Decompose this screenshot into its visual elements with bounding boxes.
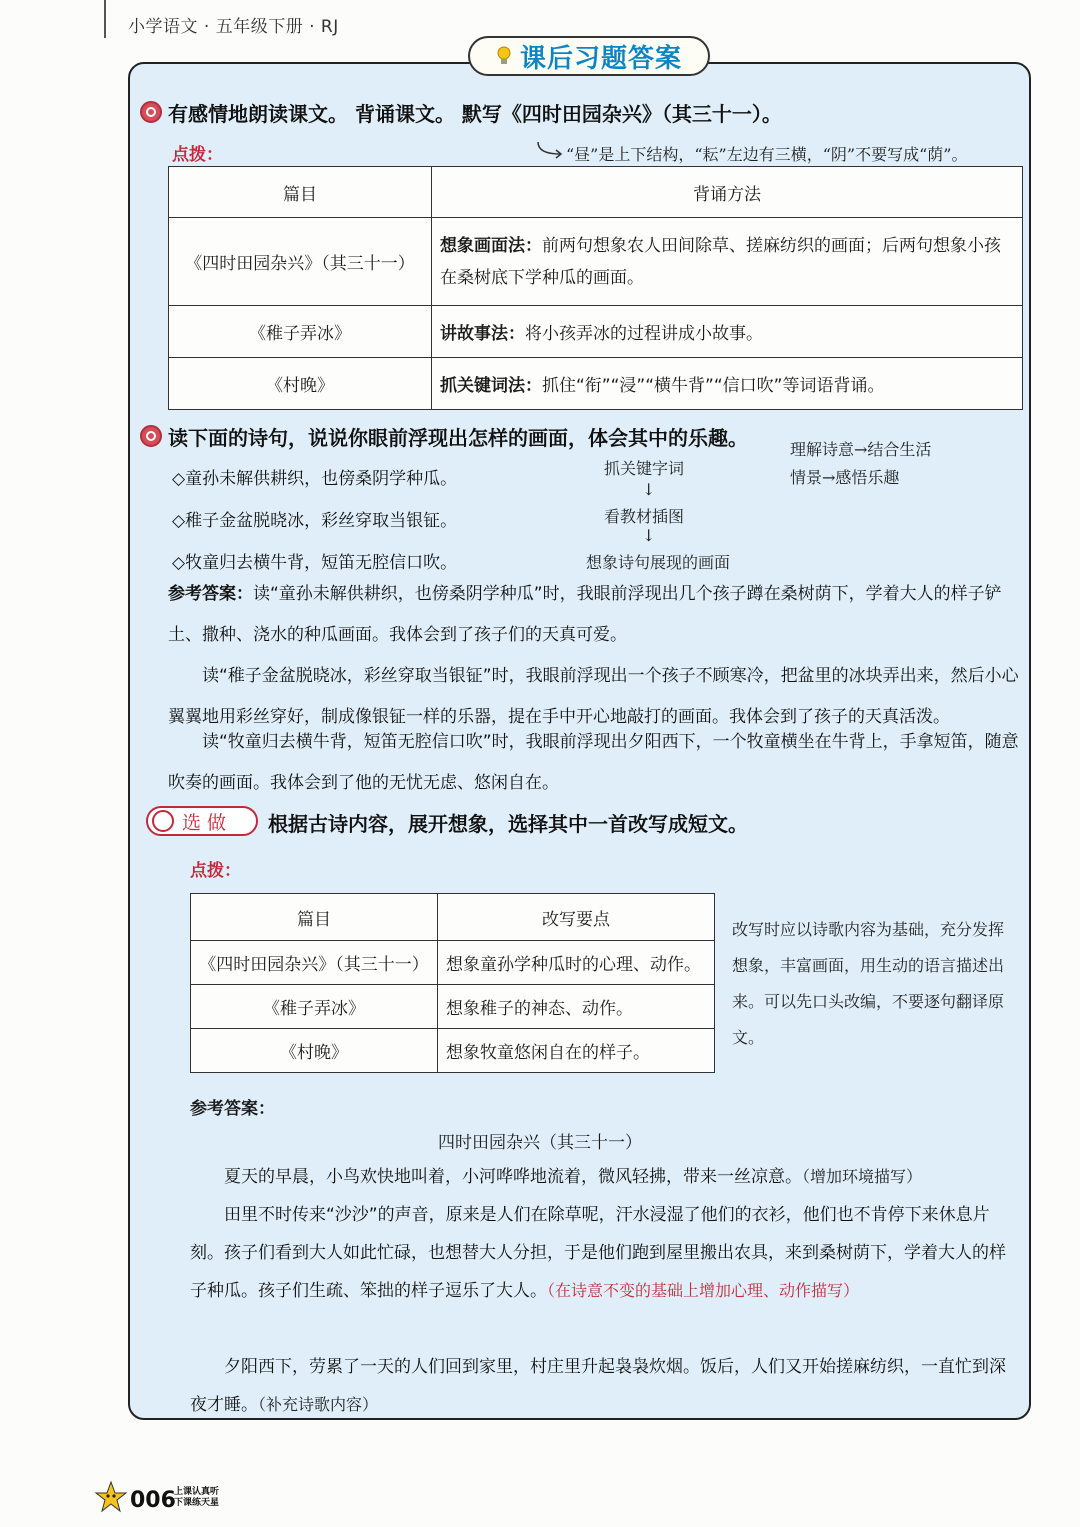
table-cell-point: 想象童孙学种瓜时的心理、动作。 xyxy=(438,941,715,985)
table-cell-title: 《村晚》 xyxy=(191,1029,438,1073)
flow-step: 抓关键字词 xyxy=(604,459,685,478)
essay-paragraph: 田里不时传来“沙沙”的声音，原来是人们在除草呢，汗水浸湿了他们的衣衫，他们也不肯停下来休息片刻。孩子们看到大人如此忙碌，也想替大人分担，于是他们跑到屋里搬出农具，来到桑树荫下，学着大人的样子种瓜。孩子们生疏、笨拙的样子逗乐了大人。（在诗意不变的基础上增加心理、动作描写） xyxy=(190,1205,1006,1301)
table-header: 篇目 xyxy=(191,894,438,941)
pencil-icon xyxy=(152,810,174,832)
q2-answer-2: 读“稚子金盆脱晓冰，彩丝穿取当银钲”时，我眼前浮现出一个孩子不顾寒冷，把盆里的冰块弄出来，然后小心翼翼地用彩丝穿好，制成像银钲一样的乐器，提在手中开心地敲打的画面。我体会到了孩子的天真活泼。 xyxy=(168,666,1019,727)
arrow-icon xyxy=(534,140,564,164)
table-row xyxy=(169,358,1023,410)
table-header: 背诵方法 xyxy=(432,167,1023,218)
flow-step: 看教材插图 xyxy=(604,507,685,526)
q1-dianbo-label: 点拨： xyxy=(172,145,223,165)
table-cell-point: 想象牧童悠闲自在的样子。 xyxy=(438,1029,715,1073)
star-mascot-icon xyxy=(94,1480,128,1514)
q3-text: 根据古诗内容，展开想象，选择其中一首改写成短文。 xyxy=(268,812,748,836)
q3-table xyxy=(190,893,715,1073)
table-row xyxy=(169,218,1023,306)
q1-table xyxy=(168,166,1023,410)
table-cell-method: 抓关键词法：抓住“衔”“浸”“横牛背”“信口吹”等词语背诵。 xyxy=(432,358,1023,410)
q1-text: 有感情地朗读课文。 背诵课文。 默写《四时田园杂兴》（其三十一）。 xyxy=(168,102,782,126)
section-banner xyxy=(468,36,710,76)
poem-line: ◇牧童归去横牛背，短笛无腔信口吹。 xyxy=(172,553,458,573)
q2-answer-3: 读“牧童归去横牛背，短笛无腔信口吹”时，我眼前浮现出夕阳西下，一个牧童横坐在牛背上，手拿短笛，随意吹奏的画面。我体会到了他的无忧无虑、悠闲自在。 xyxy=(168,732,1019,793)
table-cell-title: 《稚子弄冰》 xyxy=(191,985,438,1029)
flow-step: 想象诗句展现的画面 xyxy=(586,553,731,572)
q3-side-note: 改写时应以诗歌内容为基础，充分发挥想象，丰富画面，用生动的语言描述出来。可以先口头改编，不要逐句翻译原文。 xyxy=(732,920,1005,1047)
table-row xyxy=(169,306,1023,358)
essay-title: 四时田园杂兴（其三十一） xyxy=(438,1133,642,1153)
table-cell-method: 讲故事法：将小孩弄冰的过程讲成小故事。 xyxy=(432,306,1023,358)
poem-line: ◇童孙未解供耕织，也傍桑阴学种瓜。 xyxy=(172,469,458,489)
question-icon xyxy=(140,425,162,447)
poem-line: ◇稚子金盆脱晓冰，彩丝穿取当银钲。 xyxy=(172,511,458,531)
down-arrow-icon: ↓ xyxy=(642,480,656,499)
table-header: 改写要点 xyxy=(438,894,715,941)
table-row xyxy=(191,941,715,985)
table-row xyxy=(191,985,715,1029)
table-cell-title: 《村晚》 xyxy=(169,358,432,410)
essay-paragraph: 夏天的早晨，小鸟欢快地叫着，小河哗哗地流着，微风轻拂，带来一丝凉意。（增加环境描写） xyxy=(224,1167,923,1187)
table-row xyxy=(191,1029,715,1073)
page-number: 006 xyxy=(130,1488,176,1513)
banner-title: 课后习题答案 xyxy=(519,43,682,74)
q2-text: 读下面的诗句，说说你眼前浮现出怎样的画面，体会其中的乐趣。 xyxy=(168,426,748,450)
optional-badge: 选做 xyxy=(146,806,258,836)
down-arrow-icon: ↓ xyxy=(642,526,656,545)
table-header: 篇目 xyxy=(169,167,432,218)
header-divider xyxy=(104,0,106,38)
table-cell-point: 想象稚子的神态、动作。 xyxy=(438,985,715,1029)
q2-side-note: 理解诗意→结合生活 情景→感悟乐趣 xyxy=(790,440,932,487)
q3-answer-label: 参考答案： xyxy=(190,1099,275,1119)
question-icon xyxy=(140,101,162,123)
table-cell-method: 想象画面法：前两句想象农人田间除草、搓麻纺织的画面；后两句想象小孩在桑树底下学种瓜的画面。 xyxy=(432,218,1023,306)
q3-dianbo-label: 点拨： xyxy=(190,861,241,881)
table-cell-title: 《稚子弄冰》 xyxy=(169,306,432,358)
book-subject: 小学语文 · 五年级下册 · RJ xyxy=(128,17,339,37)
table-cell-title: 《四时田园杂兴》（其三十一） xyxy=(191,941,438,985)
q2-answer-1: 参考答案：读“童孙未解供耕织，也傍桑阴学种瓜”时，我眼前浮现出几个孩子蹲在桑树荫下，学着大人的样子铲土、撒种、浇水的种瓜画面。我体会到了孩子们的天真可爱。 xyxy=(168,584,1002,645)
lightbulb-icon xyxy=(496,46,512,66)
footer-slogan: 上课认真听 下课练天星 xyxy=(174,1487,220,1508)
table-cell-title: 《四时田园杂兴》（其三十一） xyxy=(169,218,432,306)
q1-note: “昼”是上下结构，“耘”左边有三横，“阴”不要写成“荫”。 xyxy=(566,145,968,164)
essay-paragraph: 夕阳西下，劳累了一天的人们回到家里，村庄里升起袅袅炊烟。饭后，人们又开始搓麻纺织，一直忙到深夜才睡。（补充诗歌内容） xyxy=(190,1357,1006,1415)
